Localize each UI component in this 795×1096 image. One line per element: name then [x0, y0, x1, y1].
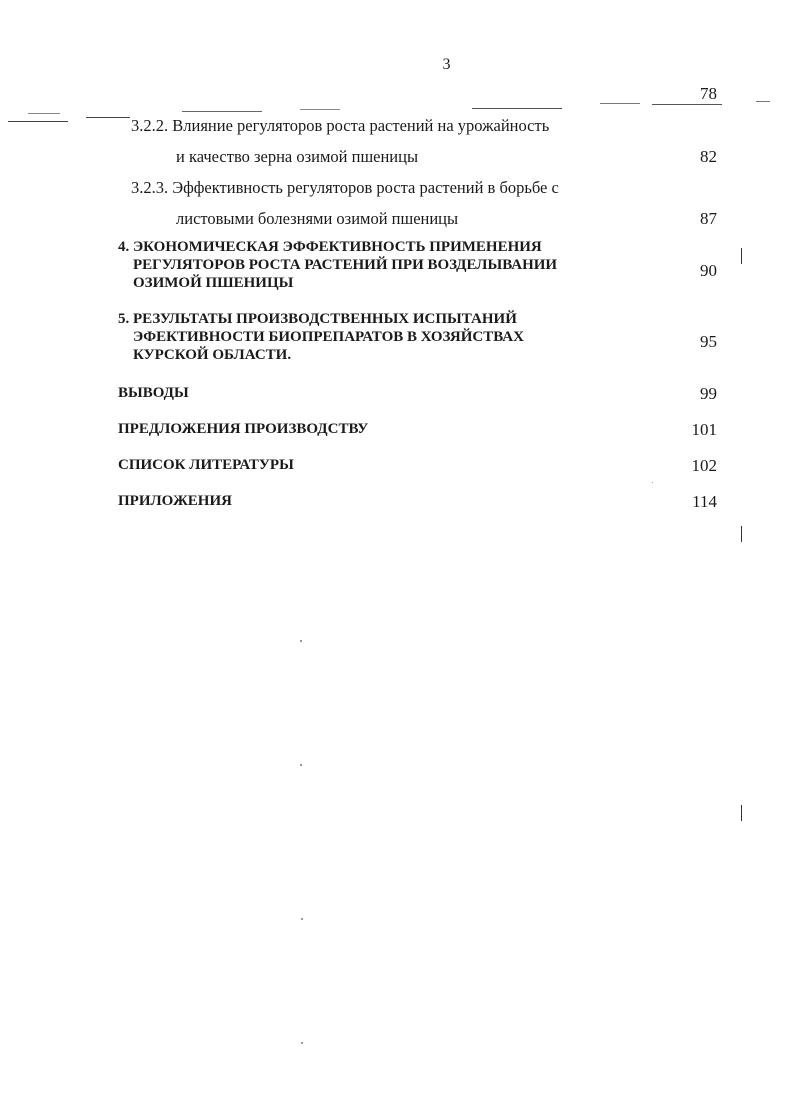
scan-speck	[300, 640, 302, 642]
scan-speck	[300, 764, 302, 766]
page-number: 3	[442, 56, 451, 73]
toc-page-number: 78	[700, 84, 717, 103]
toc-page-number: 101	[691, 420, 717, 439]
scan-mark	[741, 526, 742, 542]
toc-section-proposals: ПРЕДЛОЖЕНИЯ ПРОИЗВОДСТВУ	[118, 421, 369, 437]
toc-chapter-4-line-1: 4. ЭКОНОМИЧЕСКАЯ ЭФФЕКТИВНОСТЬ ПРИМЕНЕНИЯ	[118, 239, 542, 255]
toc-page-number: 114	[692, 492, 717, 511]
toc-entry-3-2-2: 3.2.2. Влияние регуляторов роста растений на урожайность	[131, 116, 550, 135]
toc-section-conclusions: ВЫВОДЫ	[118, 385, 189, 401]
scan-mark	[741, 248, 742, 264]
toc-page-number: 87	[700, 209, 717, 228]
toc-entry-3-2-2-cont: и качество зерна озимой пшеницы	[176, 147, 419, 166]
toc-section-appendices: ПРИЛОЖЕНИЯ	[118, 493, 232, 509]
toc-chapter-4-line-2: РЕГУЛЯТОРОВ РОСТА РАСТЕНИЙ ПРИ ВОЗДЕЛЫВАНИИ	[133, 257, 558, 273]
toc-section-references: СПИСОК ЛИТЕРАТУРЫ	[118, 457, 294, 473]
scan-mark	[741, 805, 742, 821]
toc-page-number: 82	[700, 147, 717, 166]
toc-page-number: 99	[700, 384, 717, 403]
toc-chapter-5-line-1: 5. РЕЗУЛЬТАТЫ ПРОИЗВОДСТВЕННЫХ ИСПЫТАНИЙ	[118, 311, 517, 327]
toc-entry-3-2-3-cont: листовыми болезнями озимой пшеницы	[176, 209, 459, 228]
scan-speck	[301, 918, 303, 920]
scan-speck	[652, 482, 653, 483]
toc-page-number: 90	[700, 261, 717, 280]
toc-chapter-5-line-2: ЭФЕКТИВНОСТИ БИОПРЕПАРАТОВ В ХОЗЯЙСТВАХ	[133, 329, 524, 345]
toc-chapter-4-line-3: ОЗИМОЙ ПШЕНИЦЫ	[133, 275, 294, 291]
toc-chapter-5-line-3: КУРСКОЙ ОБЛАСТИ.	[133, 347, 292, 363]
toc-page-number: 95	[700, 332, 717, 351]
toc-page-number: 102	[691, 456, 717, 475]
scan-speck	[301, 1042, 303, 1044]
toc-entry-3-2-3: 3.2.3. Эффективность регуляторов роста растений в борьбе с	[131, 178, 559, 197]
